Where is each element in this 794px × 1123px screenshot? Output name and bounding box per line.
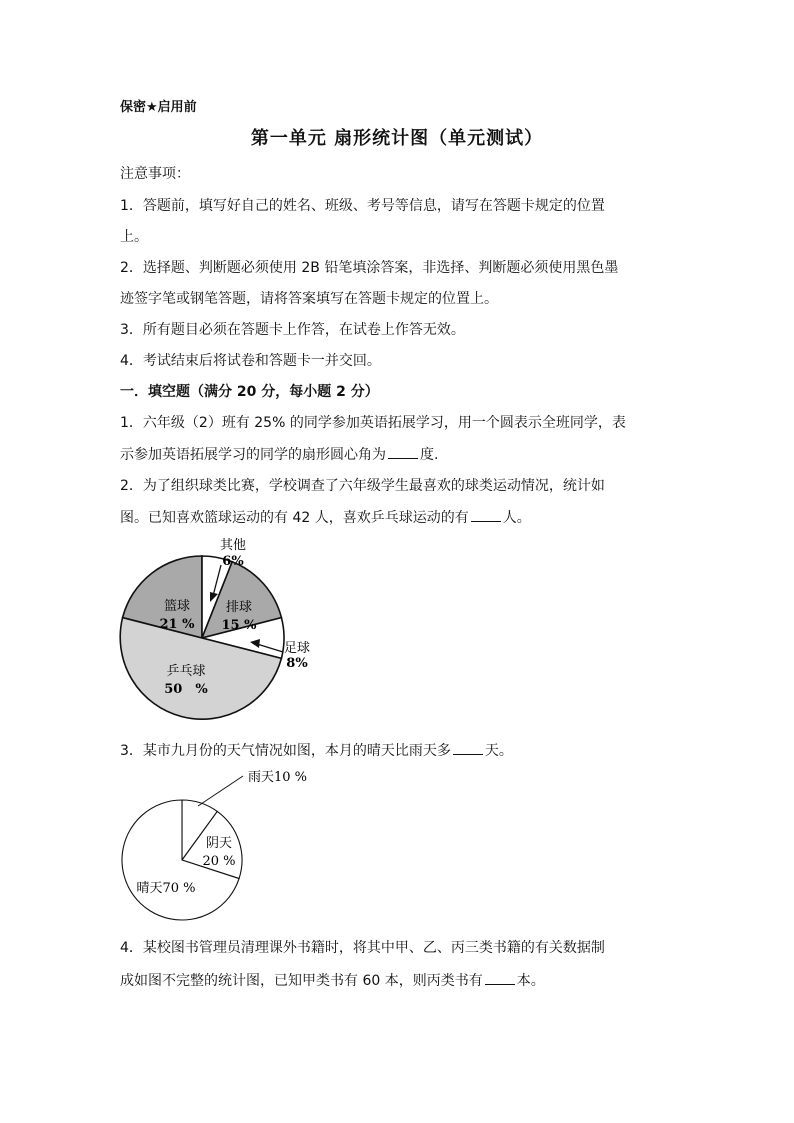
note-3: 3．所有题目必须在答题卡上作答，在试卷上作答无效。	[120, 322, 465, 338]
slice-label-1: 阴天	[205, 836, 233, 851]
section-heading: 一．填空题（满分 20 分，每小题 2 分）	[120, 384, 379, 400]
slice-value-1: 20 %	[202, 854, 236, 869]
slice-value-4: 50 %	[164, 682, 208, 697]
q3-line-a	[120, 740, 513, 761]
q3-text: 3．某市九月份的天气情况如图，本月的晴天比雨天多	[120, 743, 451, 759]
confidential-label: 保密★启用前	[120, 100, 197, 115]
note-1-line-a: 1．答题前，填写好自己的姓名、班级、考号等信息，请写在答题卡规定的位置	[120, 198, 605, 214]
q2-unit: 人。	[502, 510, 531, 526]
slice-label-1: 其他	[219, 538, 247, 553]
q2-line-b	[120, 507, 531, 528]
slice-value-3: 8%	[286, 656, 308, 671]
q1-line-b	[120, 444, 438, 465]
slice-label-4: 乒乓球	[166, 664, 206, 679]
notes-heading: 注意事项：	[120, 166, 190, 182]
answer-blank[interactable]	[453, 740, 483, 755]
note-1-line-b: 上。	[120, 229, 148, 245]
slice-label-0: 雨天10 %	[248, 770, 308, 785]
q1-unit: 度.	[420, 447, 439, 463]
slice-label-0: 篮球	[163, 599, 191, 614]
slice-value-2: 15 %	[221, 618, 257, 633]
q1-text: 示参加英语拓展学习的同学的扇形圆心角为	[120, 447, 386, 463]
slice-label-2: 排球	[225, 600, 253, 615]
q4-text: 成如图不完整的统计图，已知甲类书有 60 本，则丙类书有	[120, 973, 483, 989]
note-2-line-a: 2．选择题、判断题必须使用 2B 铅笔填涂答案，非选择、判断题必须使用黑色墨	[120, 260, 619, 276]
answer-blank[interactable]	[388, 444, 418, 459]
q1-line-a: 1．六年级（2）班有 25% 的同学参加英语拓展学习，用一个圆表示全班同学，表	[120, 415, 626, 431]
slice-value-1: 6%	[222, 554, 244, 569]
q4-unit: 本。	[516, 973, 545, 989]
note-4: 4．考试结束后将试卷和答题卡一并交回。	[120, 353, 381, 369]
callout-line-rain	[198, 776, 243, 806]
page-title: 第一单元 扇形统计图（单元测试）	[250, 128, 544, 149]
q4-line-b	[120, 970, 545, 991]
q4-line-a: 4．某校图书管理员清理课外书籍时，将其中甲、乙、丙三类书籍的有关数据制	[120, 940, 605, 956]
q2-text: 图。已知喜欢篮球运动的有 42 人，喜欢乒乓球运动的有	[120, 510, 469, 526]
answer-blank[interactable]	[485, 970, 515, 985]
q3-unit: 天。	[484, 743, 513, 759]
ball-sports-pie-chart	[110, 530, 350, 730]
slice-label-3: 足球	[283, 641, 311, 656]
q2-line-a: 2．为了组织球类比赛，学校调查了六年级学生最喜欢的球类运动情况，统计如	[120, 478, 605, 494]
slice-value-0: 21 %	[159, 617, 195, 632]
weather-pie-chart	[110, 764, 330, 934]
answer-blank[interactable]	[471, 507, 501, 522]
slice-label-2: 晴天70 %	[136, 881, 196, 896]
note-2-line-b: 迹签字笔或钢笔答题，请将答案填写在答题卡规定的位置上。	[120, 291, 498, 307]
